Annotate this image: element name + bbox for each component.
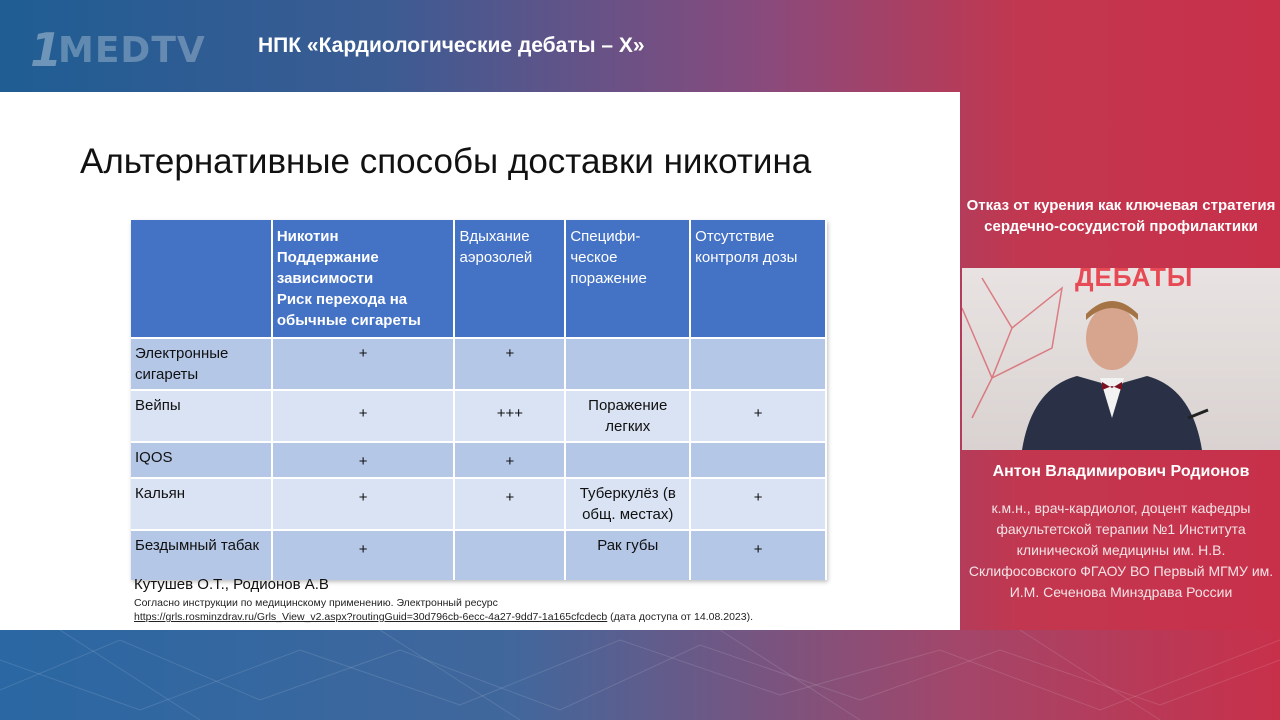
slide-title: Альтернативные способы доставки никотина (80, 142, 812, 181)
table-header-cell: Специфи- ческое поражение (565, 220, 690, 338)
table-header-cell: Вдыхание аэрозолей (454, 220, 565, 338)
medtv-logo (30, 20, 220, 80)
speaker-name: Антон Владимирович Родионов (992, 463, 1250, 480)
table-cell: Поражение легких (565, 390, 690, 442)
table-header-cell (131, 220, 272, 338)
table-cell (690, 442, 826, 478)
table-cell (690, 338, 826, 390)
table-cell (454, 530, 565, 580)
table-row (131, 478, 826, 530)
slide-authors: Кутушев О.Т., Родионов А.В (134, 576, 329, 593)
source-date: (дата доступа от 14.08.2023). (607, 611, 753, 623)
table-cell: + (454, 338, 565, 390)
table-cell (565, 338, 690, 390)
table-cell: Кальян (131, 478, 272, 530)
table-header-row (131, 220, 826, 338)
video-backdrop-graphic (962, 268, 1280, 450)
table-cell: + (690, 478, 826, 530)
slide-source-reference (134, 611, 753, 623)
table-cell: Туберкулёз (в общ. местах) (565, 478, 690, 530)
table-cell: Вейпы (131, 390, 272, 442)
nicotine-delivery-table (131, 220, 827, 580)
source-link[interactable]: https://grls.rosminzdrav.ru/Grls_View_v2.aspx?routingGuid=30d796cb-6ecc-4a27-9dd7-1a165cfcdecb (134, 611, 608, 623)
table-cell: +++ (454, 390, 565, 442)
table-row (131, 442, 826, 478)
table-cell: + (272, 390, 455, 442)
talk-title: Отказ от курения как ключевая стратегия сердечно-сосудистой профилактики (966, 197, 1276, 235)
background-pattern (0, 630, 1280, 720)
table-cell: Электронные сигареты (131, 338, 272, 390)
speaker-video (962, 268, 1280, 450)
table-cell: + (690, 530, 826, 580)
video-backdrop-word: ДЕБАТЫ (1075, 268, 1194, 292)
table-header-cell: Никотин Поддержание зависимости Риск перехода на обычные сигареты (272, 220, 455, 338)
table-cell: + (272, 442, 455, 478)
table-row (131, 338, 826, 390)
table-cell: + (272, 530, 455, 580)
table-header-cell: Отсутствие контроля дозы (690, 220, 826, 338)
table-cell: + (454, 478, 565, 530)
table-cell: + (272, 338, 455, 390)
table-cell: Бездымный табак (131, 530, 272, 580)
conference-title: НПК «Кардиологические дебаты – X» (258, 34, 645, 57)
table-cell: IQOS (131, 442, 272, 478)
logo-number: 1 (30, 23, 63, 77)
table-row (131, 530, 826, 580)
table-cell: + (690, 390, 826, 442)
table-cell: Рак губы (565, 530, 690, 580)
speaker-bio: к.м.н., врач-кардиолог, доцент кафедры факультетской терапии №1 Института клинической медицины им. Н.В. Склифосовского ФГАОУ ВО Первый МГМУ им. И.М. Сеченова Минздрава России (968, 500, 1274, 600)
logo-text: MEDTV (58, 29, 206, 71)
table-cell: + (272, 478, 455, 530)
presentation-slide (0, 92, 960, 630)
table-cell: + (454, 442, 565, 478)
table-cell (565, 442, 690, 478)
slide-source-note: Согласно инструкции по медицинскому применению. Электронный ресурс (134, 597, 498, 609)
table-row (131, 390, 826, 442)
